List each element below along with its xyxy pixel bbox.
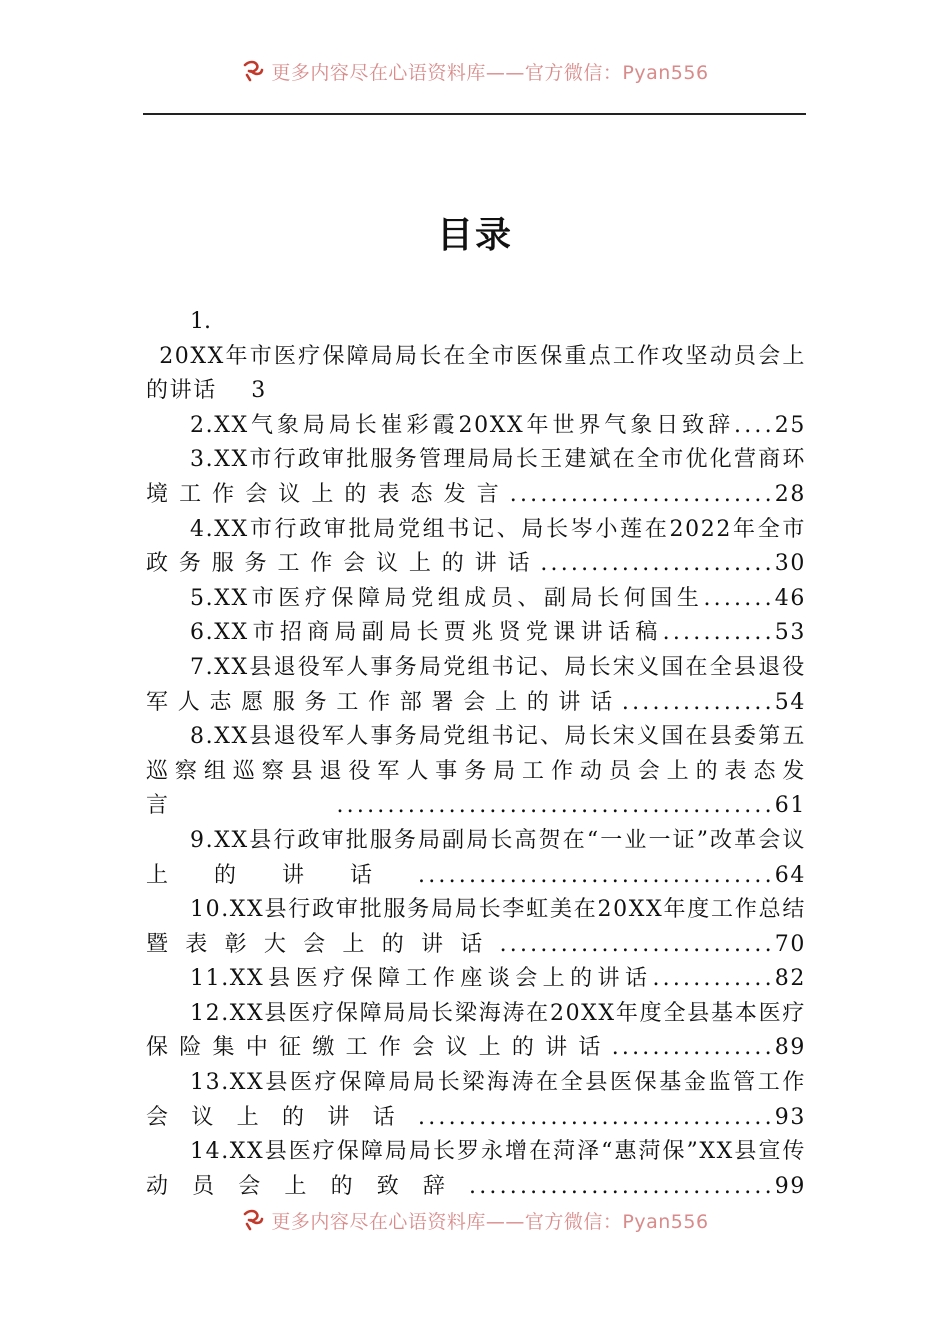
watermark-logo-icon: [241, 59, 265, 83]
toc-entry-number: 8.: [190, 724, 215, 750]
page-title: 目录: [436, 214, 513, 256]
watermark-top: [0, 56, 950, 86]
toc-entry-page: 3: [251, 378, 267, 404]
toc-entry-11[interactable]: [146, 962, 806, 997]
toc-leader-dots: ............: [652, 966, 775, 992]
toc-leader-dots: .......: [703, 585, 775, 611]
toc-leader-dots: ..........................: [509, 481, 775, 507]
toc-entry-title: XX市医疗保障局党组成员、副局长何国生: [214, 585, 704, 611]
toc-entry-number: 5.: [190, 585, 215, 611]
toc-leader-dots: ...................................: [418, 862, 775, 888]
toc-entry-title: XX市招商局副局长贾兆贤党课讲话稿: [214, 620, 663, 646]
toc-entry-number: 12.: [190, 1000, 230, 1026]
toc-entry-title: 20XX年市医疗保障局局长在全市医保重点工作攻坚动员会上的讲话: [146, 343, 806, 404]
toc-entry-9[interactable]: [146, 824, 806, 893]
toc-entry-number: 4.: [190, 516, 215, 542]
watermark-text: 更多内容尽在心语资料库——官方微信：Pyan556: [271, 61, 709, 84]
toc-entry-number: 13.: [190, 1070, 230, 1096]
table-of-contents: [146, 305, 806, 1204]
toc-entry-page: 30: [774, 551, 806, 577]
toc-entry-5[interactable]: [146, 582, 806, 617]
toc-entry-number: 11.: [190, 966, 230, 992]
toc-leader-dots: ...........................: [499, 931, 775, 957]
watermark-bottom: [0, 1205, 950, 1235]
toc-entry-page: 93: [774, 1104, 806, 1130]
toc-entry-number: 1.: [190, 309, 211, 334]
toc-entry-8[interactable]: [146, 720, 806, 824]
toc-entry-page: 25: [774, 412, 806, 438]
toc-entry-title: XX县医疗保障局局长梁海涛在全县医保基金监管工作会议上的讲话: [146, 1070, 806, 1130]
toc-entry-page: 82: [774, 966, 806, 992]
toc-leader-dots: ....: [734, 412, 775, 438]
toc-entry-number: 2.: [190, 412, 215, 438]
toc-leader-dots: ...........: [662, 620, 775, 646]
toc-entry-title: XX县医疗保障局局长罗永增在菏泽“惠菏保”XX县宣传动员会上的致辞: [146, 1139, 806, 1199]
toc-leader-dots: ...............: [621, 689, 775, 715]
toc-entry-body: [146, 340, 806, 409]
toc-entry-number: 7.: [190, 654, 215, 680]
toc-leader-dots: ..............................: [469, 1173, 775, 1199]
toc-entry-title: XX市行政审批局党组书记、局长岑小莲在2022年全市政务服务工作会议上的讲话: [146, 516, 806, 577]
toc-entry-page: 61: [774, 793, 806, 819]
toc-entry-title: XX县医疗保障局局长梁海涛在20XX年度全县基本医疗保险集中征缴工作会议上的讲话: [146, 1000, 806, 1061]
toc-leader-dots: ...................................: [418, 1104, 775, 1130]
toc-entry-title: XX县行政审批服务局副局长高贺在“一业一证”改革会议上的讲话: [146, 827, 806, 888]
toc-entry-title: XX市行政审批服务管理局局长王建斌在全市优化营商环境工作会议上的表态发言: [146, 447, 806, 507]
toc-entry-title: XX县退役军人事务局党组书记、局长宋义国在全县退役军人志愿服务工作部署会上的讲话: [146, 654, 806, 715]
toc-entry-page: 28: [774, 481, 806, 507]
toc-entry-page: 64: [774, 862, 806, 888]
toc-entry-page: 70: [774, 931, 806, 957]
toc-entry-page: 46: [774, 585, 806, 611]
toc-entry-title: XX气象局局长崔彩霞20XX年世界气象日致辞: [214, 412, 735, 438]
toc-entry-6[interactable]: [146, 616, 806, 651]
watermark-text: 更多内容尽在心语资料库——官方微信：Pyan556: [271, 1210, 709, 1233]
toc-entry-10[interactable]: [146, 893, 806, 962]
toc-entry-number: 9.: [190, 827, 215, 853]
header-rule: [143, 113, 806, 115]
toc-leader-dots: .......................: [540, 551, 775, 577]
toc-entry-2[interactable]: [146, 409, 806, 444]
toc-entry-13[interactable]: [146, 1066, 806, 1135]
toc-entry-page: 99: [774, 1173, 806, 1199]
toc-leader-dots: ................: [611, 1035, 775, 1061]
toc-leader-dots: ...........................................: [336, 793, 775, 819]
toc-entry-12[interactable]: [146, 997, 806, 1066]
toc-entry-page: 89: [774, 1035, 806, 1061]
watermark-logo-icon: [241, 1208, 265, 1232]
toc-entry-title: XX县退役军人事务局党组书记、局长宋义国在县委第五巡察组巡察县退役军人事务局工作动员会上的表态发言: [146, 724, 806, 819]
toc-entry-3[interactable]: [146, 443, 806, 512]
toc-entry-7[interactable]: [146, 651, 806, 720]
toc-entry-title: XX县行政审批服务局局长李虹美在20XX年度工作总结暨表彰大会上的讲话: [146, 897, 806, 957]
toc-entry-1[interactable]: [146, 305, 806, 409]
toc-entry-14[interactable]: [146, 1135, 806, 1204]
toc-entry-number: 3.: [190, 447, 215, 473]
toc-entry-page: 54: [774, 689, 806, 715]
toc-entry-number: 14.: [190, 1139, 230, 1165]
toc-entry-number: 6.: [190, 620, 215, 646]
toc-entry-number: 10.: [190, 897, 230, 923]
toc-entry-title: XX县医疗保障工作座谈会上的讲话: [229, 966, 653, 992]
toc-entry-4[interactable]: [146, 513, 806, 582]
toc-entry-page: 53: [774, 620, 806, 646]
